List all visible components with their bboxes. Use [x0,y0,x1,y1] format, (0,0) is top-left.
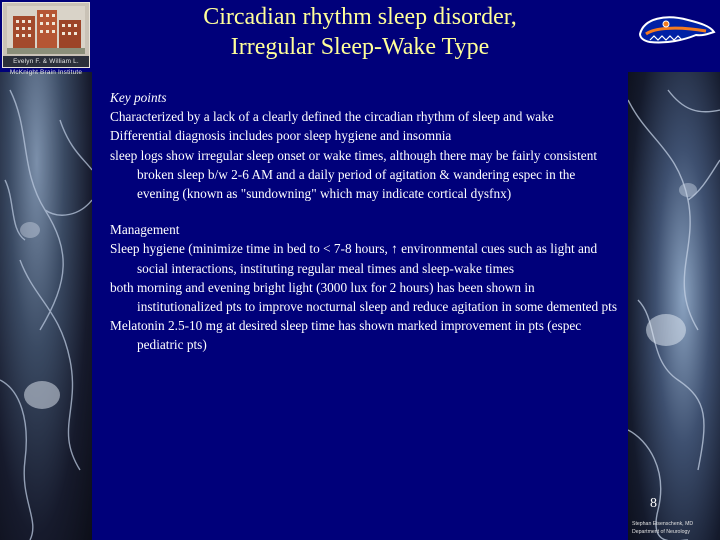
gator-logo [636,4,716,60]
management-heading: Management [110,222,180,238]
bullet-sleep-hygiene: Sleep hygiene (minimize time in bed to < 7-8 hours, ↑ environmental cues such as light and social interactions, instituting regular meal times and sleep-wake times [110,241,598,276]
slide-content [110,88,620,355]
bullet-characterized: Characterized by a lack of a clearly defined the circadian rhythm of sleep and wake [110,109,554,125]
logo-caption: Evelyn F. & William L. McKnight Brain Institute [3,56,89,67]
gator-head-icon [636,4,716,60]
slide-title [92,2,628,62]
left-neuron-frame [0,0,92,540]
building-icon [7,6,85,54]
key-points-heading: Key points [110,90,167,105]
title-line-2: Irregular Sleep-Wake Type [230,34,490,60]
brain-institute-logo [2,2,90,76]
footer-department: Department of Neurology [632,529,690,535]
bullet-melatonin: Melatonin 2.5-10 mg at desired sleep time has shown marked improvement in pts (espec pediatric pts) [110,318,582,353]
footer-credit [632,520,718,536]
footer-author: Stephan Eisenschenk, MD [632,521,694,527]
title-line-1: Circadian rhythm sleep disorder, [203,4,517,30]
spacer [110,203,620,220]
bullet-sleep-logs: sleep logs show irregular sleep onset or wake times, although there may be fairly consistent broken sleep b/w 2-6 AM and a daily period of agitation & wandering espec in the evening (known as "sundowning" which may indicate cortical dysfnx) [110,147,598,202]
neuron-decoration-left [0,0,92,540]
slide-number: 8 [650,496,657,511]
bullet-bright-light: both morning and evening bright light (3000 lux for 2 hours) has been shown in institutionalized pts to improve nocturnal sleep and reduce agitation in some demented pts [110,279,618,315]
bullet-differential-diagnosis: Differential diagnosis includes poor sleep hygiene and insomnia [110,128,452,144]
neuron-decoration-right [628,0,720,540]
right-neuron-frame [628,0,720,540]
